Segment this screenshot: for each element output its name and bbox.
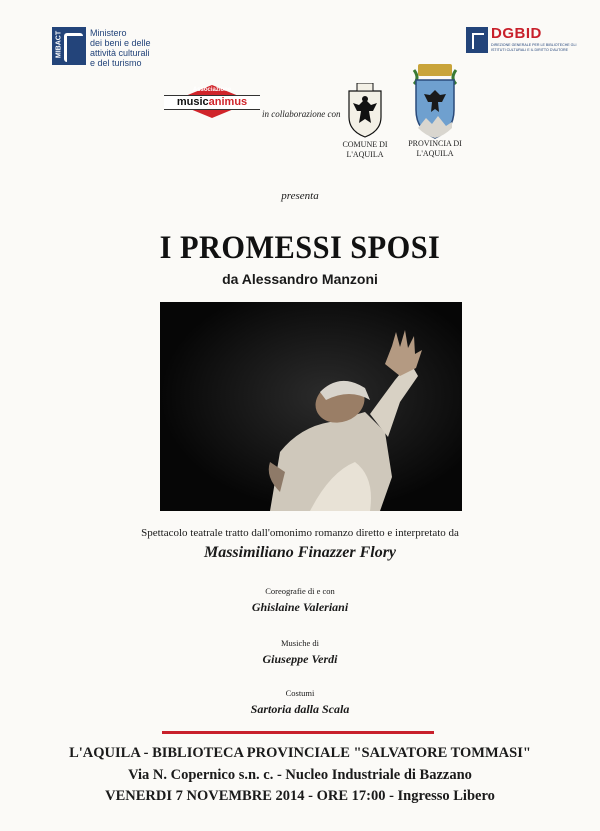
event-venue: L'AQUILA - BIBLIOTECA PROVINCIALE "SALVATORE TOMMASI" — [69, 745, 531, 761]
comune-label-line: L'AQUILA — [346, 150, 384, 159]
musicanimus-logo — [172, 85, 252, 119]
page-title: I PROMESSI SPOSI — [159, 230, 441, 266]
event-datetime: VENERDI 7 NOVEMBRE 2014 - ORE 17:00 - Ingresso Libero — [105, 788, 495, 804]
event-address: Via N. Copernico s.n. c. - Nucleo Industriale di Bazzano — [128, 767, 472, 783]
dgbid-title: DGBID — [491, 25, 542, 42]
credit-value: Ghislaine Valeriani — [251, 600, 349, 614]
red-divider — [162, 731, 434, 734]
provincia-label-line: L'AQUILA — [416, 149, 454, 158]
mibact-badge — [52, 27, 86, 65]
eagle-shield-icon — [345, 83, 385, 139]
ministry-line: dei beni e delle — [90, 38, 151, 48]
mibact-badge-text: MIBACT — [55, 30, 63, 59]
dgbid-mark-icon — [472, 33, 484, 49]
provincia-coat-of-arms — [408, 64, 462, 158]
musicanimus-name-part: music — [176, 96, 209, 108]
credit-label: Musiche di — [280, 638, 319, 648]
ministry-line: e del turismo — [90, 58, 142, 68]
actor-name: Massimiliano Finazzer Flory — [203, 544, 397, 561]
ministry-line: Ministero — [90, 28, 127, 38]
performer-photo — [160, 302, 462, 511]
comune-label — [330, 140, 400, 160]
performer-figure — [160, 302, 462, 511]
ministry-name — [90, 28, 182, 68]
presenta-text: presenta — [281, 190, 319, 202]
provincia-shield-icon — [410, 64, 460, 140]
dgbid-subtitle: DIREZIONE GENERALE PER LE BIBLIOTECHE GLI ISTITUTI CULTURALI E IL DIRITTO D'AUTORE — [491, 43, 577, 52]
credit-value: Sartoria dalla Scala — [250, 702, 350, 716]
musicanimus-association-label: Associazione — [192, 87, 232, 93]
ministry-line: attività culturali — [90, 48, 150, 58]
comune-label-line: COMUNE DI — [342, 140, 388, 149]
provincia-label-line: PROVINCIA DI — [408, 139, 462, 148]
credit-label: Costumi — [285, 688, 315, 698]
credit-label: Coreografie di e con — [265, 586, 335, 596]
dgbid-logo — [466, 27, 576, 59]
credit-value: Giuseppe Verdi — [262, 652, 338, 666]
musicanimus-name — [164, 95, 260, 110]
comune-coat-of-arms — [342, 83, 388, 159]
page-subtitle: da Alessandro Manzoni — [222, 271, 378, 287]
musicanimus-name-part: animus — [208, 96, 248, 108]
mibact-logo — [52, 27, 182, 67]
collaboration-text: in collaborazione con — [262, 109, 341, 119]
provincia-label — [400, 139, 470, 159]
show-description: Spettacolo teatrale tratto dall'omonimo romanzo diretto e interpretato da — [141, 527, 459, 539]
mibact-mark-icon — [64, 33, 83, 62]
dgbid-badge — [466, 27, 488, 53]
